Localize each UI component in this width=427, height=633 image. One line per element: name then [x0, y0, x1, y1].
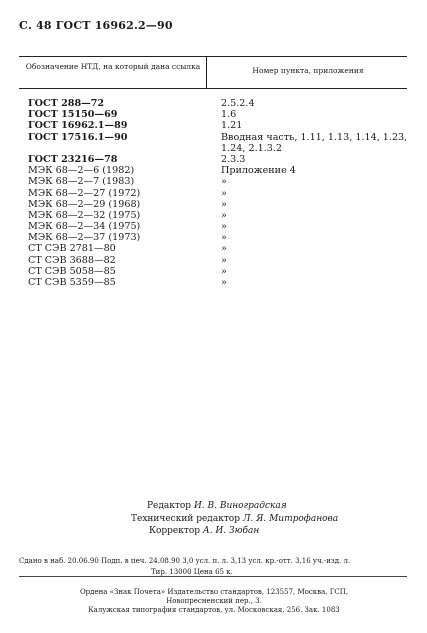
table-row-doc: МЭК 68—2—37 (1973)	[28, 232, 141, 244]
credit-role: Технический редактор	[131, 513, 243, 524]
table-row-ref: 1.6	[221, 109, 237, 121]
credit-line	[147, 525, 338, 538]
table-row-doc: СТ СЭВ 2781—80	[28, 243, 116, 255]
credit-name: Л. Я. Митрофанова	[242, 513, 339, 524]
table-row-ref: »	[221, 176, 227, 188]
table-row-ref: »	[221, 198, 227, 210]
print-run: Тир. 13000 Цена 65 к.	[151, 568, 233, 577]
credit-line	[131, 513, 338, 526]
table-row-ref: 2.5.2.4	[221, 98, 255, 109]
table-row-ref: 1.24, 2.1.3.2	[221, 142, 283, 154]
publication-info	[19, 557, 409, 615]
credit-role: Редактор	[147, 501, 194, 511]
table-row-ref: »	[221, 254, 227, 266]
table-row-doc: СТ СЭВ 3688—82	[28, 254, 116, 266]
credit-name: И. В. Виноградская	[193, 501, 287, 511]
table-row-doc: ГОСТ 15150—69	[28, 109, 118, 121]
page-header: С. 48 ГОСТ 16962.2—90	[19, 19, 173, 32]
table-row-ref: »	[221, 243, 227, 255]
table-row-doc: МЭК 68—2—32 (1975)	[28, 209, 141, 221]
col2-header: Номер пункта, приложения	[252, 66, 364, 75]
doc-column	[28, 98, 140, 288]
table-row-doc: СТ СЭВ 5359—85	[28, 277, 116, 288]
publication-rule	[19, 576, 407, 577]
credit-role: Корректор	[149, 526, 203, 536]
table-row-ref: »	[221, 232, 227, 244]
publisher-address: Новопресненский пер., 3.	[166, 597, 262, 606]
table-row-ref: Вводная часть, 1.11, 1.13, 1.14, 1.23,	[221, 131, 408, 143]
table-row-ref: »	[221, 265, 227, 277]
table-header-divider	[206, 56, 207, 88]
table-header-rule	[19, 88, 407, 89]
table-row-ref: »	[221, 209, 227, 221]
table-row-doc: МЭК 68—2—27 (1972)	[28, 187, 141, 199]
publisher-line: Ордена «Знак Почета» Издательство стандартов, 123557, Москва, ГСП,	[79, 588, 349, 597]
table-row-doc	[28, 143, 140, 154]
credit-line	[147, 500, 338, 513]
table-row-ref: »	[221, 221, 227, 233]
table-row-doc: МЭК 68—2—6 (1982)	[28, 165, 135, 177]
print-details: Сдано в наб. 20.06.90 Подп. в печ. 24.08.90 3,0 усл. п. л. 3,13 усл. кр.-отт. 3,16 уч.-изд. л.	[19, 557, 351, 565]
printer-line: Калужская типография стандартов, ул. Московская, 256. Зак. 1083	[88, 606, 340, 615]
table-row-ref: »	[221, 187, 227, 199]
table-row-ref: 2.3.3	[221, 153, 246, 165]
credit-name: А. И. Зюбан	[202, 526, 260, 536]
table-row-doc: ГОСТ 23216—78	[28, 153, 118, 165]
table-row-ref: 1.21	[221, 120, 243, 132]
table-row-doc: МЭК 68—2—7 (1983)	[28, 176, 135, 188]
table-row-doc: СТ СЭВ 5058—85	[28, 265, 116, 277]
table-row-doc: МЭК 68—2—34 (1975)	[28, 221, 141, 233]
table-row-ref: »	[221, 277, 227, 288]
table-row-doc: ГОСТ 288—72	[28, 98, 105, 109]
ref-column	[221, 98, 411, 288]
table-row-doc: ГОСТ 16962.1—89	[28, 120, 128, 132]
table-row-ref: Приложение 4	[221, 165, 296, 177]
table-top-rule	[19, 56, 407, 57]
table-row-doc: МЭК 68—2—29 (1968)	[28, 198, 141, 210]
col1-header: Обозначение НТД, на который дана ссылка	[25, 62, 201, 71]
table-row-doc: ГОСТ 17516.1—90	[28, 131, 128, 143]
credits-block	[131, 500, 339, 538]
